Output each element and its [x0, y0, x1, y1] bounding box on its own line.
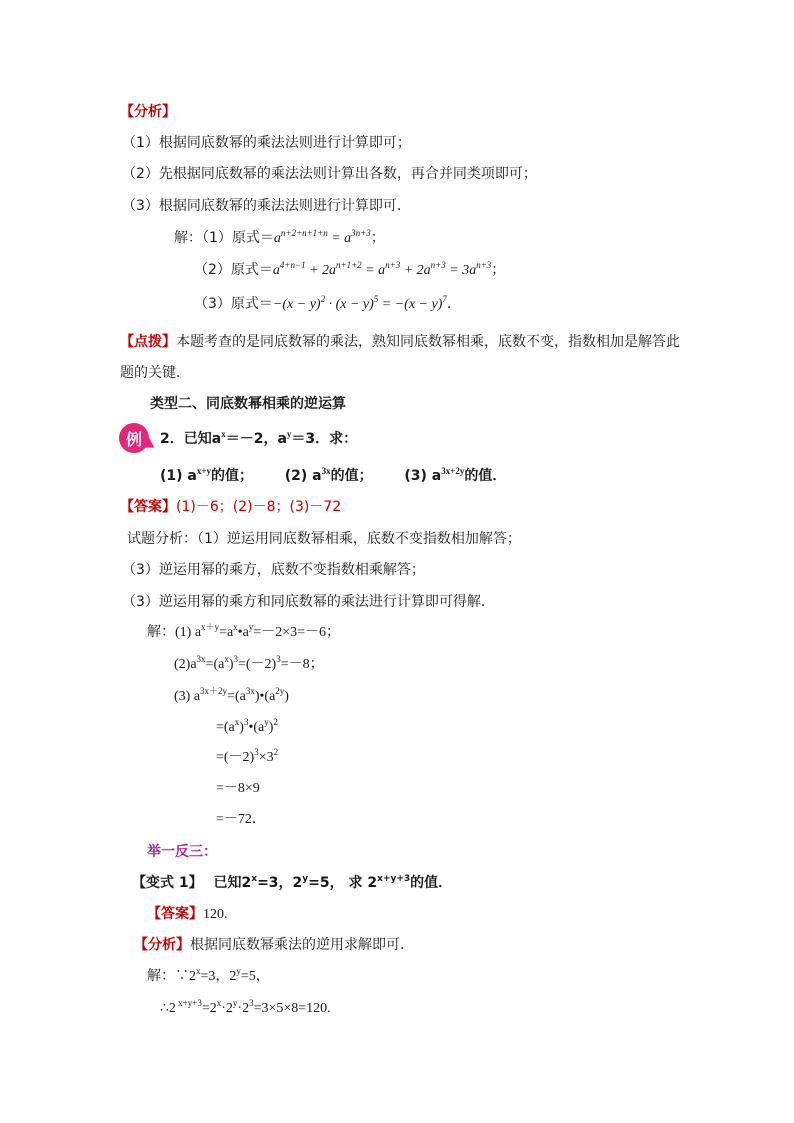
variant-text: =5， 求 2: [308, 875, 378, 891]
solution-label: （2）原式＝: [194, 262, 273, 278]
step-text: =(－2): [216, 750, 255, 765]
example-badge: [119, 423, 149, 453]
solution2-line-3: (3) $a^{3x+2y}=(a^{3x})•(a^{2y})$: [174, 686, 289, 704]
solution-line-1: [174, 228, 385, 249]
variant-text: =3，2: [257, 875, 303, 891]
analysis-step-3: （3）根据同底数幂的乘法法则进行计算即可．: [122, 198, 411, 214]
solution-text: 解：∵2: [147, 969, 196, 984]
example-question: 2．已知$a^x=-2$，$a^y=3$．求：: [160, 429, 358, 447]
answer-text: (1)－6；(2)－8；(3)－72: [176, 499, 342, 515]
solution2-step-2: $=(-2)^3\times 3^2$: [216, 747, 279, 765]
analysis-tag: 【分析】: [134, 937, 190, 953]
subquestion-3: (3) a: [404, 468, 442, 484]
variant-answer: [147, 904, 228, 925]
variant-text: 已知2: [213, 875, 252, 891]
variant-solution-2: ∴2 $^{x+y+3}=2^x\cdot 2^y\cdot 2^3=3\times 5\times 8=120$.: [160, 998, 331, 1016]
subquestion-1-tail: 的值；: [211, 468, 253, 484]
formula: $a^{n+2+n+1+n} = a^{3n+3}$: [273, 228, 371, 246]
solution-label: （3）原式＝: [194, 296, 273, 312]
analysis2-line-2: （3）逆运用幂的乘方，底数不变指数相乘解答；: [122, 562, 425, 578]
badge-label: 例: [125, 429, 142, 449]
subquestion-1: (1) a: [160, 468, 197, 484]
punctuation: ；: [491, 262, 506, 278]
solution-prefix: 解：: [174, 230, 202, 246]
hint-tag: 【点拨】: [120, 334, 176, 350]
answer-value: 120.: [203, 907, 228, 922]
solution2-label: (2)a: [174, 657, 197, 672]
question-text: ＝3．求：: [291, 431, 358, 447]
step-text: =(a: [216, 720, 235, 735]
solution-line-3: [194, 294, 461, 315]
analysis-step-1: （1）根据同底数幂的乘法法则进行计算即可；: [122, 135, 411, 151]
formula: $-(x - y)^2 \cdot (x - y)^5 = -(x - y)^7$: [272, 294, 447, 312]
practice-title: 举一反三：: [147, 844, 217, 860]
solution2-line-2: $(2)a^{3x}=(a^x)^3=(-2)^3=-8$；: [174, 654, 324, 672]
solution-label: （1）原式＝: [202, 230, 274, 246]
answer-tag: 【答案】: [120, 499, 176, 515]
punctuation: ；: [370, 230, 385, 246]
analysis-heading: 【分析】: [120, 104, 176, 120]
answer-tag: 【答案】: [147, 906, 203, 922]
solution-line-2: [194, 260, 505, 281]
answer-line: [120, 497, 341, 517]
example-subquestions: (1) $a^{x+y}$的值； (2) $a^{3x}$的值； (3) $a^{3x+2y}$的值．: [160, 466, 507, 484]
subquestion-2: (2) a: [284, 468, 322, 484]
question-text: 2．已知a: [160, 431, 222, 447]
solution2-step-4: =－72．: [216, 812, 266, 827]
hint-text: 本题考查的是同底数幂的乘法，熟知同底数幂相乘，底数不变，指数相加是解答此: [176, 334, 680, 350]
hint-line-2: 题的关键．: [120, 365, 190, 381]
variant-analysis: [134, 935, 414, 955]
solution2-label: (3) a: [174, 689, 201, 704]
variant-line: 【变式 1】 已知$2^x=3$，$2^y=5$， 求 $2^{x+y+3}$的值．: [132, 874, 453, 891]
variant-text: 的值．: [410, 875, 453, 891]
question-text: ＝－2，a: [225, 431, 287, 447]
solution2-prefix: 解：(1) a: [147, 625, 202, 640]
analysis-step-2: （2）先根据同底数幂的乘法法则计算出各数，再合并同类项即可；: [122, 166, 537, 182]
solution2-step-3: =－8×9: [216, 781, 260, 796]
subquestion-2-tail: 的值；: [330, 468, 373, 484]
subquestion-3-tail: 的值．: [464, 468, 507, 484]
section-title: 类型二、同底数幂相乘的逆运算: [150, 396, 346, 412]
solution2-step-1: $=(a^x)^3•(a^y)^2$: [216, 717, 278, 735]
variant-solution-1: 解：$\because 2^x=3$，$2^y=5$，: [147, 966, 270, 984]
punctuation: ．: [446, 296, 461, 312]
analysis-text: 根据同底数幂乘法的逆用求解即可．: [190, 937, 414, 953]
variant-tag: 【变式 1】: [132, 875, 203, 891]
hint-line-1: [120, 332, 680, 352]
analysis2-line-3: （3）逆运用幂的乘方和同底数幂的乘法进行计算即可得解．: [122, 594, 495, 610]
solution2-line-1: 解：(1) $a^{x+y}=a^x•a^y=-2\times 3=-6$；: [147, 622, 340, 640]
formula: $a^{4+n-1} + 2a^{n+1+2} = a^{n+3} + 2a^{n+3} = 3a^{n+3}$: [272, 260, 492, 278]
solution-text: ∴2: [160, 1001, 176, 1016]
analysis2-line-1: 试题分析：（1）逆运用同底数幂相乘，底数不变指数相加解答；: [127, 531, 521, 547]
